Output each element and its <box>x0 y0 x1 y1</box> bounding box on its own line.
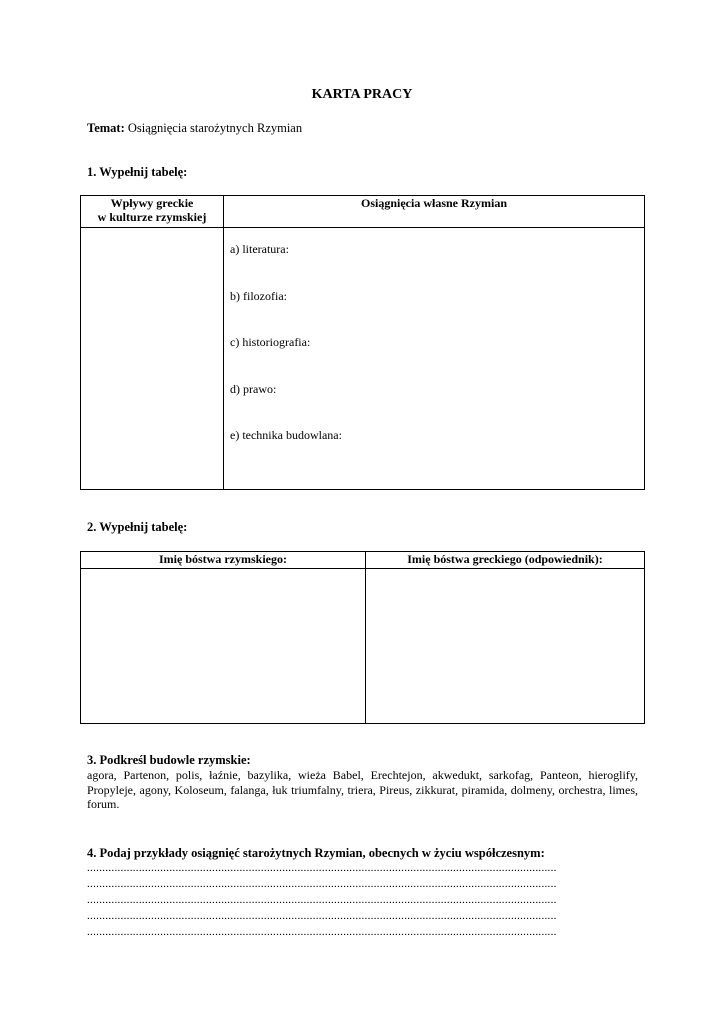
section1-heading: 1. Wypełnij tabelę: <box>87 165 188 179</box>
list-item: d) prawo: <box>230 381 277 396</box>
roman-deity-cell[interactable] <box>81 569 366 724</box>
column-header-roman-deity: Imię bóstwa rzymskiego: <box>81 552 366 569</box>
column-header-greek-deity: Imię bóstwa greckiego (odpowiednik): <box>366 552 645 569</box>
section4-heading: 4. Podaj przykłady osiągnięć starożytnych Rzymian, obecnych w życiu współczesnym: <box>87 846 545 860</box>
section2-heading: 2. Wypełnij tabelę: <box>87 520 188 534</box>
achievement-categories <box>224 228 644 475</box>
influences-table <box>80 195 645 490</box>
column-header-roman-achievements: Osiągnięcia własne Rzymian <box>224 196 645 228</box>
section3-heading: 3. Podkreśl budowle rzymskie: <box>87 753 251 767</box>
greek-influences-cell[interactable] <box>81 228 224 490</box>
column-header-greek-influences: Wpływy greckie w kulturze rzymskiej <box>81 196 224 228</box>
answer-line[interactable]: .......................................................................................................................................................... <box>87 894 557 906</box>
answer-line[interactable]: .......................................................................................................................................................... <box>87 862 557 874</box>
roman-achievements-cell[interactable] <box>224 228 645 490</box>
answer-line[interactable]: .......................................................................................................................................................... <box>87 926 557 938</box>
greek-deity-cell[interactable] <box>366 569 645 724</box>
topic-text: Osiągnięcia starożytnych Rzymian <box>127 121 303 135</box>
list-item: a) literatura: <box>230 242 289 256</box>
deities-table <box>80 551 645 724</box>
list-item: b) filozofia: <box>230 288 287 303</box>
topic-label: Temat: <box>87 121 125 135</box>
list-item: c) historiografia: <box>230 335 311 349</box>
answer-line[interactable]: .......................................................................................................................................................... <box>87 878 557 890</box>
page-title: KARTA PRACY <box>311 87 413 102</box>
list-item: e) technika budowlana: <box>230 428 342 442</box>
answer-line[interactable]: .......................................................................................................................................................... <box>87 910 557 922</box>
buildings-list-text[interactable]: agora, Partenon, polis, łaźnie, bazylika, wieża Babel, Erechtejon, akwedukt, sarkofag, Panteon, hieroglify, Propyleje, agony, Koloseum, falanga, łuk triumfalny, triera, Pireus, zikkurat, piramida, dolmeny, orchestra, limes, forum. <box>87 768 638 811</box>
topic-line <box>87 121 302 136</box>
